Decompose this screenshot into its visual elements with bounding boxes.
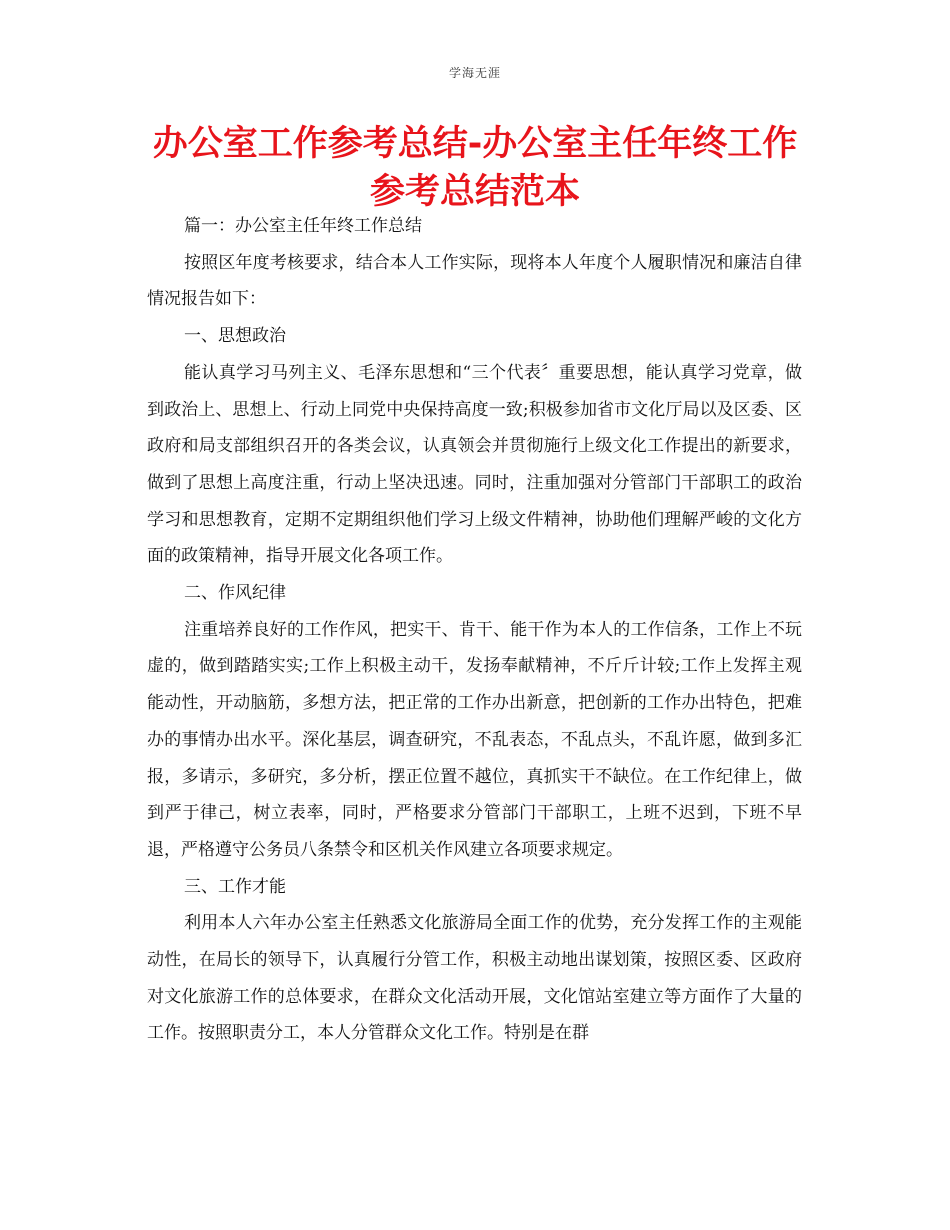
paragraph-politics: 能认真学习马列主义、毛泽东思想和“三个代表〞重要思想，能认真学习党章，做到政治上、思想上、行动上同党中央保持高度一致;积极参加省市文化厅局以及区委、区政府和局支部组织召开的各类会议，认真领会并贯彻施行上级文化工作提出的新要求，做到了思想上高度注重，行动上坚决迅速。同时，注重加强对分管部门干部职工的政治学习和思想教育，定期不定期组织他们学习上级文件精神，协助他们理解严峻的文化方面的政策精神，指导开展文化各项工作。: [147, 362, 802, 567]
paragraph-preface: 按照区年度考核要求，结合本人工作实际，现将本人年度个人履职情况和廉洁自律情况报告如下：: [147, 252, 802, 310]
paragraph-ability: 利用本人六年办公室主任熟悉文化旅游局全面工作的优势，充分发挥工作的主观能动性，在局长的领导下，认真履行分管工作，积极主动地出谋划策，按照区委、区政府对文化旅游工作的总体要求，在群众文化活动开展，文化馆站室建立等方面作了大量的工作。按照职责分工，本人分管群众文化工作。特别是在群: [147, 913, 802, 1044]
document-title: 办公室工作参考总结-办公室主任年终工作参考总结范本: [152, 124, 798, 212]
section-intro-heading: 篇一：办公室主任年终工作总结: [184, 216, 422, 236]
section-heading-politics: 一、思想政治: [184, 326, 286, 347]
paragraph-discipline: 注重培养良好的工作作风，把实干、肯干、能干作为本人的工作信条，工作上不玩虚的，做到踏踏实实;工作上积极主动干，发扬奉献精神，不斤斤计较;工作上发挥主观能动性，开动脑筋，多想方法，把正常的工作办出新意，把创新的工作办出特色，把难办的事情办出水平。深化基层，调查研究，不乱表态，不乱点头，不乱许愿，做到多汇报，多请示，多研究，多分析，摆正位置不越位，真抓实干不缺位。在工作纪律上，做到严于律己，树立表率，同时，严格要求分管部门干部职工，上班不迟到，下班不早退，严格遵守公务员八条禁令和区机关作风建立各项要求规定。: [147, 619, 802, 860]
page-header: 学海无涯: [448, 66, 501, 80]
document-body: [147, 208, 802, 1052]
section-heading-discipline: 二、作风纪律: [184, 583, 286, 604]
section-heading-ability: 三、工作才能: [184, 876, 286, 897]
